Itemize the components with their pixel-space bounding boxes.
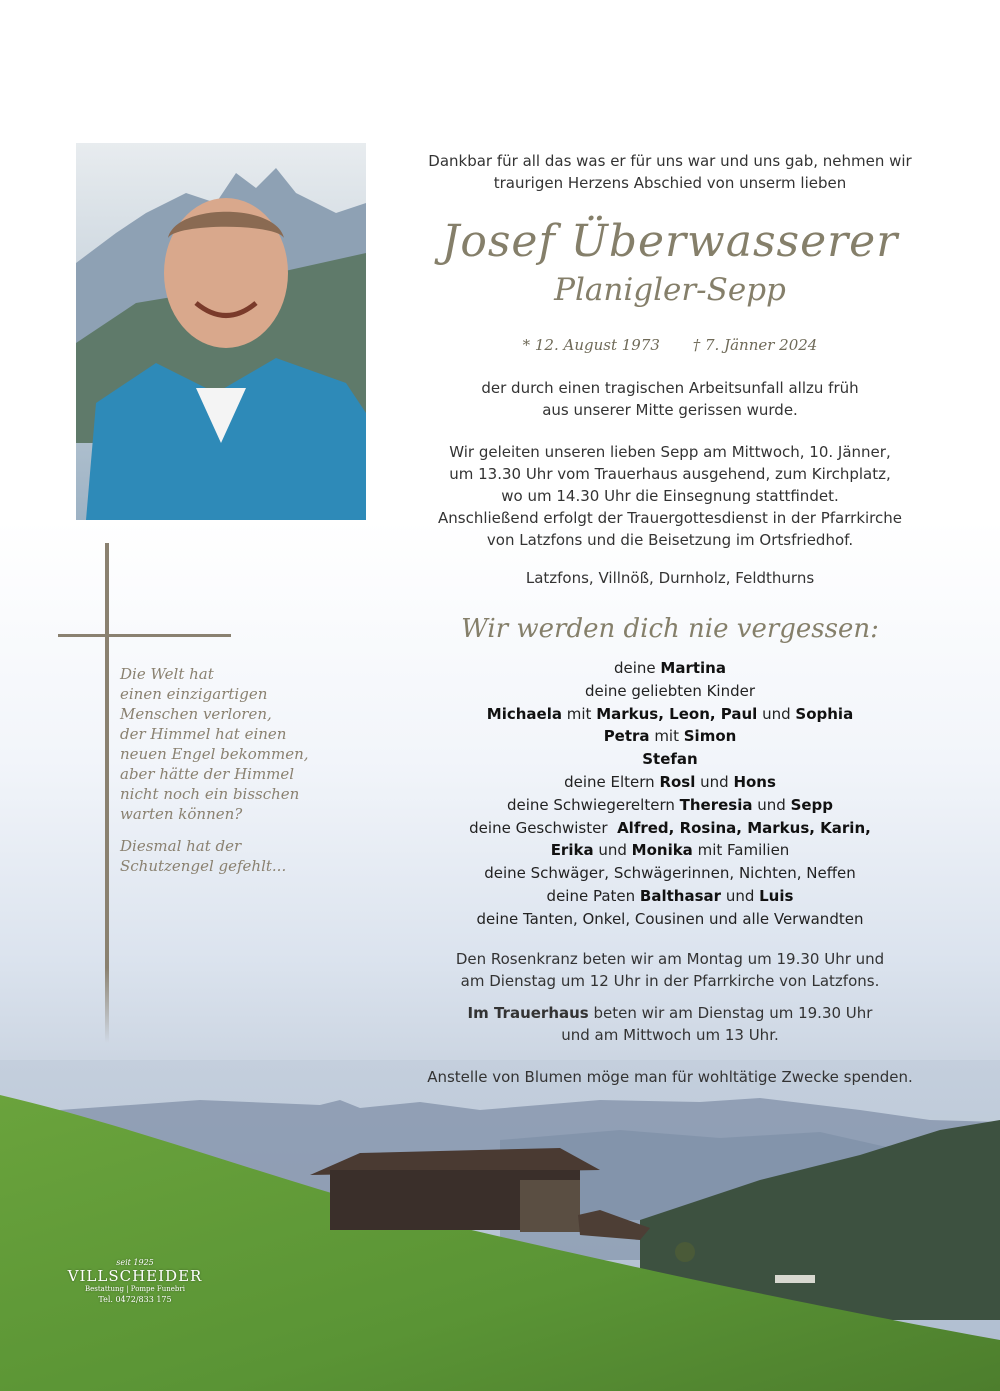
deceased-name: Josef Überwasserer: [441, 216, 899, 267]
funeral-details: Wir geleiten unseren lieben Sepp am Mittwoch, 10. Jänner, um 13.30 Uhr vom Trauerhaus ausgehend, zum Kirchplatz, wo um 14.30 Uhr die Einsegnung stattfindet. Anschließend erfolgt der Trauergottesdienst in der Pfarrkirche von Latzfons und die Beisetzung im Ortsfriedhof.: [438, 443, 902, 549]
memorial-poem: [120, 664, 350, 888]
list-item: deine Schwiegereltern Theresia und Sepp: [506, 795, 834, 814]
poem-stanza-2: Diesmal hat der Schutzengel gefehlt...: [120, 837, 287, 875]
list-item: deine Eltern Rosl und Hons: [564, 772, 776, 791]
list-item: Erika und Monika mit Familien: [550, 841, 790, 860]
list-item: deine Paten Balthasar und Luis: [546, 886, 794, 905]
mourning-house-text: Im Trauerhaus beten wir am Dienstag um 19.30 Uhr und am Mittwoch um 13 Uhr.: [467, 1004, 873, 1044]
list-item: deine Schwäger, Schwägerinnen, Nichten, Neffen: [484, 864, 856, 883]
poem-stanza-1: Die Welt hat einen einzigartigen Menschen verloren, der Himmel hat einen neuen Engel bekommen, aber hätte der Himmel nicht noch ein bisschen warten können?: [120, 665, 309, 823]
rosary-text: Den Rosenkranz beten wir am Montag um 19.30 Uhr und am Dienstag um 12 Uhr in der Pfarrkirche von Latzfons.: [455, 950, 885, 990]
deceased-nickname: Planigler-Sepp: [554, 272, 786, 308]
list-item: deine Geschwister Alfred, Rosina, Markus, Karin,: [469, 818, 871, 837]
funeral-home-logo: seit 1925 VILLSCHEIDER Bestattung | Pompe Funebri Tel. 0472/833 175: [67, 1258, 203, 1304]
birth-date: * 12. August 1973: [522, 336, 660, 354]
mountain-landscape-image: [0, 1060, 1000, 1391]
list-item: deine Tanten, Onkel, Cousinen und alle Verwandten: [476, 909, 864, 928]
portrait-photo: [76, 143, 366, 520]
life-dates: [410, 336, 930, 354]
list-item: deine geliebten Kinder: [584, 681, 756, 700]
intro-text: Dankbar für all das was er für uns war und uns gab, nehmen wir traurigen Herzens Abschied von unserm lieben: [428, 152, 912, 192]
list-item: Petra mit Simon: [603, 727, 737, 746]
list-item: Stefan: [642, 750, 698, 769]
list-item: deine Martina: [614, 659, 726, 677]
never-forget-heading: Wir werden dich nie vergessen:: [461, 614, 879, 644]
places-list: Latzfons, Villnöß, Durnholz, Feldthurns: [525, 569, 815, 587]
donation-note: Anstelle von Blumen möge man für wohltätige Zwecke spenden.: [427, 1068, 913, 1086]
list-item: Michaela mit Markus, Leon, Paul und Sophia: [486, 704, 854, 723]
cause-text: der durch einen tragischen Arbeitsunfall allzu früh aus unserer Mitte gerissen wurde.: [481, 379, 859, 419]
death-date: † 7. Jänner 2024: [692, 336, 818, 354]
mourners-list: [410, 657, 930, 931]
